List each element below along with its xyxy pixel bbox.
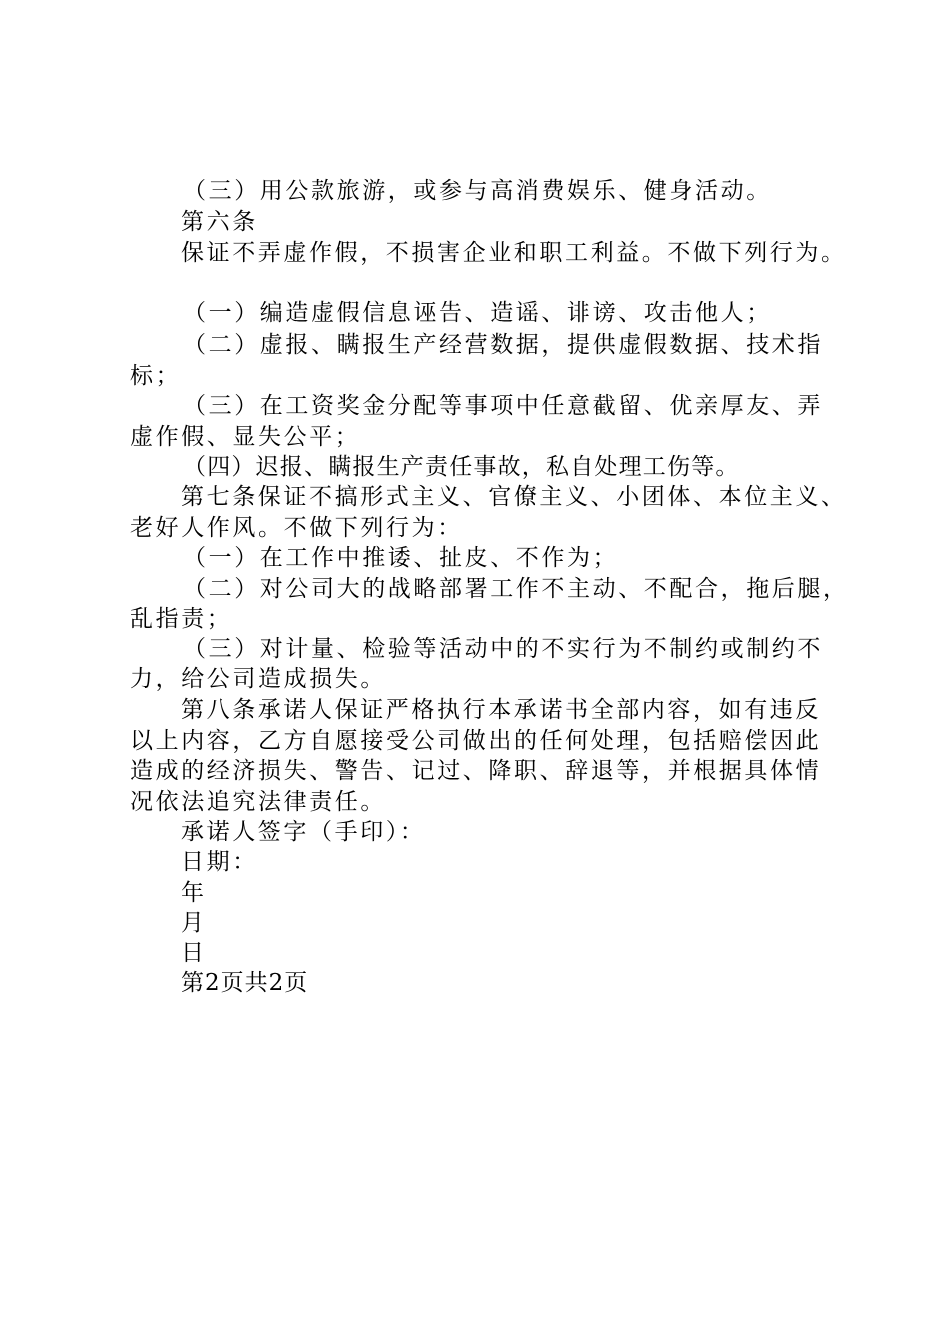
list-item: （二）对公司大的战略部署工作不主动、不配合，拖后腿， — [183, 576, 849, 602]
text-line: 乱指责； — [130, 606, 233, 632]
article-heading: 第八条承诺人保证严格执行本承诺书全部内容，如有违反 — [181, 697, 821, 723]
list-item: （三）在工资奖金分配等事项中任意截留、优亲厚友、弄 — [183, 393, 823, 419]
year-label: 年 — [181, 880, 207, 906]
date-label: 日期： — [181, 849, 258, 875]
text-line: 标； — [130, 363, 182, 389]
article-heading: 第六条 — [181, 209, 258, 235]
day-label: 日 — [181, 940, 207, 966]
page-number: 第2页共2页 — [181, 970, 309, 996]
text-line: 况依法追究法律责任。 — [130, 789, 386, 815]
list-item: （四）迟报、瞒报生产责任事故，私自处理工伤等。 — [183, 454, 740, 480]
text-line: 以上内容，乙方自愿接受公司做出的任何处理，包括赔偿因此 — [130, 728, 822, 754]
article-heading: 第七条保证不搞形式主义、官僚主义、小团体、本位主义、 — [181, 484, 847, 510]
text-line: 老好人作风。不做下列行为： — [130, 515, 463, 541]
list-item: （三）对计量、检验等活动中的不实行为不制约或制约不 — [183, 636, 823, 662]
list-item: （一）在工作中推诿、扯皮、不作为； — [183, 545, 619, 571]
text-line: 保证不弄虚作假，不损害企业和职工利益。不做下列行为。 — [181, 240, 847, 266]
text-line: 造成的经济损失、警告、记过、降职、辞退等，并根据具体情 — [130, 758, 822, 784]
list-item: （二）虚报、瞒报生产经营数据，提供虚假数据、技术指 — [183, 332, 823, 358]
text-line: 虚作假、显失公平； — [130, 424, 361, 450]
signature-label: 承诺人签字（手印）： — [181, 819, 426, 845]
text-line: 力，给公司造成损失。 — [130, 666, 386, 692]
list-item: （一）编造虚假信息诬告、造谣、诽谤、攻击他人； — [183, 300, 772, 326]
text-line: （三）用公款旅游，或参与高消费娱乐、健身活动。 — [183, 178, 772, 204]
month-label: 月 — [181, 910, 207, 936]
